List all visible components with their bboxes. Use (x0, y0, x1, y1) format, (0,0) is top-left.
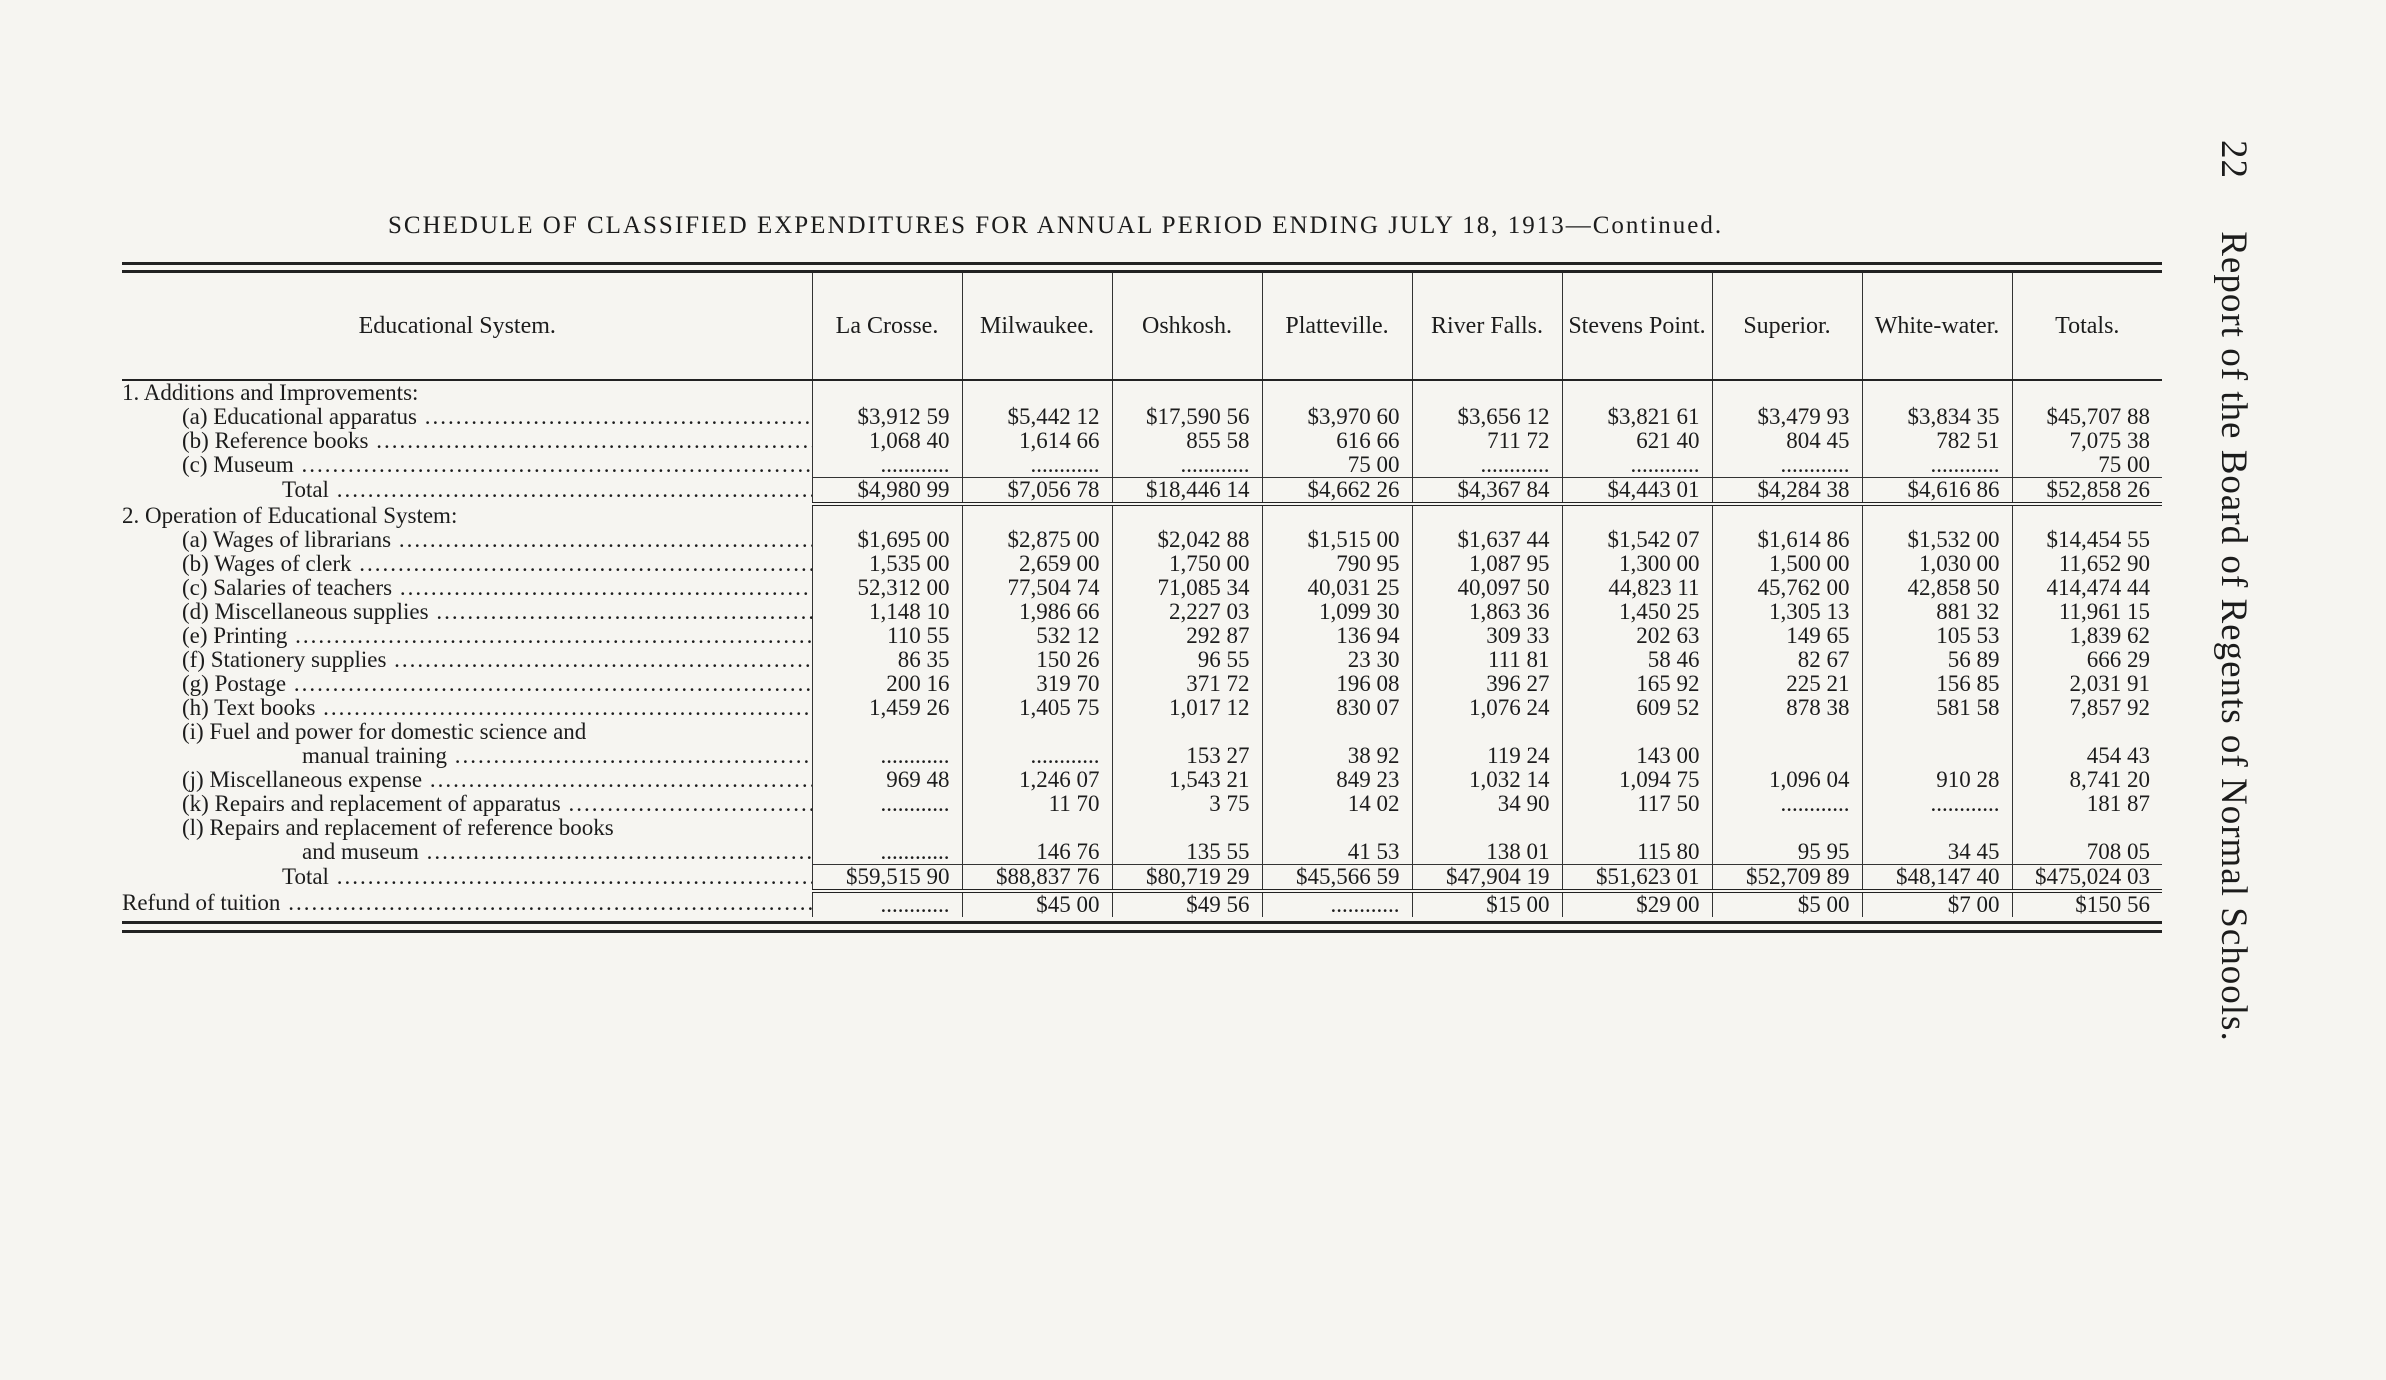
section2-row-7-cell-3: 830 07 (1262, 696, 1412, 720)
section1-heading-cell-4 (1412, 380, 1562, 405)
section1-heading-cell-6 (1712, 380, 1862, 405)
section2-row-11-label: (k) Repairs and replacement of apparatus ..... (122, 792, 812, 816)
header-la-crosse: La Crosse. (812, 273, 962, 380)
section2-row-6-cell-2: 371 72 (1112, 672, 1262, 696)
section1-heading-label-cell (122, 380, 812, 405)
section2-total-label-cell (122, 865, 812, 892)
header-totals: Totals. (2012, 273, 2162, 380)
section2-row-2-cell-8: 414,474 44 (2012, 576, 2162, 600)
section2-row-4-cell-5: 202 63 (1562, 624, 1712, 648)
page-number: 22 (2213, 140, 2254, 179)
section1-total-cell-2: $18,446 14 (1112, 478, 1262, 505)
section2-row-8-cell-6 (1712, 720, 1862, 744)
section2-row-4-cell-6: 149 65 (1712, 624, 1862, 648)
header-whitewater: White-water. (1862, 273, 2012, 380)
section2-row-5-cell-6: 82 67 (1712, 648, 1862, 672)
section2-row-1-label-cell (122, 552, 812, 576)
section1-row-1 (122, 429, 2162, 453)
refund-row-label-cell (122, 891, 812, 917)
section2-heading (122, 504, 2162, 528)
section2-row-5-label: (f) Stationery supplies ..... (122, 648, 812, 672)
section2-row-3-cell-7: 881 32 (1862, 600, 2012, 624)
section1-row-2-cell-3: 75 00 (1262, 453, 1412, 478)
refund-row-cell-3: ............ (1262, 891, 1412, 917)
section1-heading-cell-8 (2012, 380, 2162, 405)
header-platteville: Platteville. (1262, 273, 1412, 380)
section2-row-2 (122, 576, 2162, 600)
section1-total-cell-3: $4,662 26 (1262, 478, 1412, 505)
section2-heading-cell-2 (1112, 504, 1262, 528)
section1-row-2-cell-2: ............ (1112, 453, 1262, 478)
section2-row-2-cell-7: 42,858 50 (1862, 576, 2012, 600)
section2-row-8-label: (i) Fuel and power for domestic science and (182, 720, 587, 744)
section2-row-4-cell-4: 309 33 (1412, 624, 1562, 648)
header-river-falls: River Falls. (1412, 273, 1562, 380)
section1-heading-cell-0 (812, 380, 962, 405)
section2-total-cell-1: $88,837 76 (962, 865, 1112, 892)
section2-row-0 (122, 528, 2162, 552)
section1-total-cell-8: $52,858 26 (2012, 478, 2162, 505)
section1-row-1-cell-7: 782 51 (1862, 429, 2012, 453)
section2-row-13-label: and museum ..... (122, 840, 812, 864)
section1-row-2-cell-1: ............ (962, 453, 1112, 478)
section1-total (122, 478, 2162, 505)
section1-row-1-cell-3: 616 66 (1262, 429, 1412, 453)
section2-row-12-cell-5 (1562, 816, 1712, 840)
section2-row-9-cell-3: 38 92 (1262, 744, 1412, 768)
section2-row-3-cell-1: 1,986 66 (962, 600, 1112, 624)
section2-row-11-cell-0: ............ (812, 792, 962, 816)
section2-row-4 (122, 624, 2162, 648)
section2-heading-label-cell (122, 504, 812, 528)
section2-row-10-label-cell (122, 768, 812, 792)
header-superior: Superior. (1712, 273, 1862, 380)
section2-row-0-cell-0: $1,695 00 (812, 528, 962, 552)
section2-row-6-cell-0: 200 16 (812, 672, 962, 696)
section2-row-12-label-cell (122, 816, 812, 840)
section2-row-7-cell-8: 7,857 92 (2012, 696, 2162, 720)
section2-row-8-label-cell (122, 720, 812, 744)
section2-row-13-label-cell (122, 840, 812, 865)
section2-total-cell-3: $45,566 59 (1262, 865, 1412, 892)
section2-row-13-cell-7: 34 45 (1862, 840, 2012, 865)
section2-row-9-cell-2: 153 27 (1112, 744, 1262, 768)
section2-row-0-cell-5: $1,542 07 (1562, 528, 1712, 552)
section2-row-11-cell-2: 3 75 (1112, 792, 1262, 816)
section2-row-7-label-cell (122, 696, 812, 720)
refund-row-cell-8: $150 56 (2012, 891, 2162, 917)
section2-row-10-label: (j) Miscellaneous expense ..... (122, 768, 812, 792)
section1-row-2-cell-6: ............ (1712, 453, 1862, 478)
section2-row-13-cell-3: 41 53 (1262, 840, 1412, 865)
refund-row-cell-2: $49 56 (1112, 891, 1262, 917)
section1-heading-cell-7 (1862, 380, 2012, 405)
section2-row-1-cell-5: 1,300 00 (1562, 552, 1712, 576)
bottom-double-rule (122, 921, 2162, 933)
section2-row-13-cell-5: 115 80 (1562, 840, 1712, 865)
section1-row-2-label: (c) Museum ..... (122, 453, 812, 477)
section1-row-2-cell-4: ............ (1412, 453, 1562, 478)
section2-row-1 (122, 552, 2162, 576)
section2-row-0-label-cell (122, 528, 812, 552)
section2-row-0-cell-1: $2,875 00 (962, 528, 1112, 552)
section2-row-7-cell-5: 609 52 (1562, 696, 1712, 720)
section2-row-4-cell-7: 105 53 (1862, 624, 2012, 648)
section2-heading-cell-6 (1712, 504, 1862, 528)
section1-row-1-cell-2: 855 58 (1112, 429, 1262, 453)
section2-row-0-cell-8: $14,454 55 (2012, 528, 2162, 552)
header-row (122, 273, 2162, 380)
section2-row-3-cell-5: 1,450 25 (1562, 600, 1712, 624)
section1-row-0-cell-1: $5,442 12 (962, 405, 1112, 429)
section2-row-8-cell-1 (962, 720, 1112, 744)
section2-row-2-cell-2: 71,085 34 (1112, 576, 1262, 600)
section1-row-2 (122, 453, 2162, 478)
section1-row-1-cell-4: 711 72 (1412, 429, 1562, 453)
section2-row-11-cell-3: 14 02 (1262, 792, 1412, 816)
refund-row-cell-4: $15 00 (1412, 891, 1562, 917)
section2-row-6 (122, 672, 2162, 696)
section1-row-0-cell-4: $3,656 12 (1412, 405, 1562, 429)
section2-row-4-label-cell (122, 624, 812, 648)
section2-row-5-cell-3: 23 30 (1262, 648, 1412, 672)
section1-row-2-cell-5: ............ (1562, 453, 1712, 478)
section1-row-0-cell-7: $3,834 35 (1862, 405, 2012, 429)
section2-row-10 (122, 768, 2162, 792)
section2-row-6-cell-3: 196 08 (1262, 672, 1412, 696)
section2-row-12-cell-4 (1412, 816, 1562, 840)
section2-row-7-cell-6: 878 38 (1712, 696, 1862, 720)
page-title: SCHEDULE OF CLASSIFIED EXPENDITURES FOR ANNUAL PERIOD ENDING JULY 18, 1913—Continued. (388, 212, 1724, 239)
header-stevens-point: Stevens Point. (1562, 273, 1712, 380)
section2-row-12-cell-1 (962, 816, 1112, 840)
section2-row-7-cell-4: 1,076 24 (1412, 696, 1562, 720)
section2-row-5-cell-7: 56 89 (1862, 648, 2012, 672)
refund-row-cell-6: $5 00 (1712, 891, 1862, 917)
section1-row-0 (122, 405, 2162, 429)
section2-total-cell-6: $52,709 89 (1712, 865, 1862, 892)
section2-row-10-cell-7: 910 28 (1862, 768, 2012, 792)
section2-row-7-cell-1: 1,405 75 (962, 696, 1112, 720)
section1-total-cell-4: $4,367 84 (1412, 478, 1562, 505)
section2-row-4-cell-2: 292 87 (1112, 624, 1262, 648)
section2-row-6-label: (g) Postage ..... (122, 672, 812, 696)
running-head-text: Report of the Board of Regents of Normal Schools. (2213, 231, 2254, 1042)
table-body (122, 380, 2162, 917)
section2-total-label: Total ..... (122, 865, 812, 889)
expenditure-table (122, 273, 2162, 917)
section2-total-cell-4: $47,904 19 (1412, 865, 1562, 892)
section2-heading-cell-8 (2012, 504, 2162, 528)
section2-row-5 (122, 648, 2162, 672)
section2-row-5-cell-8: 666 29 (2012, 648, 2162, 672)
section2-row-4-cell-1: 532 12 (962, 624, 1112, 648)
header-oshkosh: Oshkosh. (1112, 273, 1262, 380)
section2-row-5-cell-1: 150 26 (962, 648, 1112, 672)
section2-row-9-cell-0: ............ (812, 744, 962, 768)
section1-heading-cell-3 (1262, 380, 1412, 405)
section2-row-10-cell-2: 1,543 21 (1112, 768, 1262, 792)
section1-row-1-label-cell (122, 429, 812, 453)
section2-row-11-cell-1: 11 70 (962, 792, 1112, 816)
section2-row-6-cell-4: 396 27 (1412, 672, 1562, 696)
section2-row-1-cell-4: 1,087 95 (1412, 552, 1562, 576)
section1-heading-cell-5 (1562, 380, 1712, 405)
section2-row-12 (122, 816, 2162, 840)
section2-row-6-cell-5: 165 92 (1562, 672, 1712, 696)
section2-row-6-cell-8: 2,031 91 (2012, 672, 2162, 696)
section2-row-9-cell-8: 454 43 (2012, 744, 2162, 768)
section2-row-7-cell-7: 581 58 (1862, 696, 2012, 720)
section2-total-cell-2: $80,719 29 (1112, 865, 1262, 892)
section1-row-1-cell-1: 1,614 66 (962, 429, 1112, 453)
section2-row-9-cell-1: ............ (962, 744, 1112, 768)
section2-row-8 (122, 720, 2162, 744)
section2-row-11 (122, 792, 2162, 816)
section2-row-7-cell-0: 1,459 26 (812, 696, 962, 720)
section2-row-6-cell-6: 225 21 (1712, 672, 1862, 696)
section2-row-2-cell-0: 52,312 00 (812, 576, 962, 600)
section2-row-11-cell-4: 34 90 (1412, 792, 1562, 816)
section2-row-5-label-cell (122, 648, 812, 672)
section2-row-4-cell-0: 110 55 (812, 624, 962, 648)
section2-row-3 (122, 600, 2162, 624)
section2-total-cell-7: $48,147 40 (1862, 865, 2012, 892)
section2-heading-label: 2. Operation of Educational System: (122, 504, 458, 528)
section1-total-label-cell (122, 478, 812, 505)
section2-heading-cell-7 (1862, 504, 2012, 528)
section1-row-0-label: (a) Educational apparatus ..... (122, 405, 812, 429)
section1-row-0-cell-0: $3,912 59 (812, 405, 962, 429)
section2-row-8-cell-4 (1412, 720, 1562, 744)
section1-row-2-label-cell (122, 453, 812, 478)
section2-row-2-label: (c) Salaries of teachers ..... (122, 576, 812, 600)
section2-row-10-cell-8: 8,741 20 (2012, 768, 2162, 792)
expenditure-table-container (122, 262, 2162, 933)
section2-row-12-cell-2 (1112, 816, 1262, 840)
section1-row-1-cell-0: 1,068 40 (812, 429, 962, 453)
section2-row-5-cell-2: 96 55 (1112, 648, 1262, 672)
section2-total (122, 865, 2162, 892)
section1-row-0-cell-8: $45,707 88 (2012, 405, 2162, 429)
section2-row-11-cell-5: 117 50 (1562, 792, 1712, 816)
section1-row-1-label: (b) Reference books ..... (122, 429, 812, 453)
section2-row-13 (122, 840, 2162, 865)
section2-total-cell-8: $475,024 03 (2012, 865, 2162, 892)
header-educational-system: Educational System. (122, 273, 812, 380)
section2-row-0-cell-2: $2,042 88 (1112, 528, 1262, 552)
section2-row-10-cell-3: 849 23 (1262, 768, 1412, 792)
section2-row-11-label-cell (122, 792, 812, 816)
section2-row-3-cell-3: 1,099 30 (1262, 600, 1412, 624)
section2-row-8-cell-5 (1562, 720, 1712, 744)
section2-row-5-cell-4: 111 81 (1412, 648, 1562, 672)
section2-row-3-cell-2: 2,227 03 (1112, 600, 1262, 624)
section2-row-12-cell-8 (2012, 816, 2162, 840)
section2-row-3-cell-4: 1,863 36 (1412, 600, 1562, 624)
section1-heading-label: 1. Additions and Improvements: (122, 380, 419, 405)
section2-row-3-label: (d) Miscellaneous supplies ..... (122, 600, 812, 624)
section2-row-13-cell-1: 146 76 (962, 840, 1112, 865)
section2-row-2-cell-1: 77,504 74 (962, 576, 1112, 600)
section1-heading-cell-2 (1112, 380, 1262, 405)
section2-row-2-label-cell (122, 576, 812, 600)
section2-heading-cell-4 (1412, 504, 1562, 528)
section2-total-cell-5: $51,623 01 (1562, 865, 1712, 892)
section2-row-5-cell-5: 58 46 (1562, 648, 1712, 672)
section1-heading-cell-1 (962, 380, 1112, 405)
section2-row-12-cell-6 (1712, 816, 1862, 840)
section1-row-0-cell-6: $3,479 93 (1712, 405, 1862, 429)
section2-row-1-cell-0: 1,535 00 (812, 552, 962, 576)
section2-row-12-cell-3 (1262, 816, 1412, 840)
section2-row-10-cell-6: 1,096 04 (1712, 768, 1862, 792)
section2-row-3-label-cell (122, 600, 812, 624)
section2-row-0-cell-7: $1,532 00 (1862, 528, 2012, 552)
section2-row-6-cell-7: 156 85 (1862, 672, 2012, 696)
section2-row-0-cell-4: $1,637 44 (1412, 528, 1562, 552)
section1-heading (122, 380, 2162, 405)
section2-row-0-cell-3: $1,515 00 (1262, 528, 1412, 552)
section2-row-10-cell-0: 969 48 (812, 768, 962, 792)
section2-row-3-cell-6: 1,305 13 (1712, 600, 1862, 624)
section2-row-1-cell-3: 790 95 (1262, 552, 1412, 576)
section2-row-4-cell-3: 136 94 (1262, 624, 1412, 648)
section2-row-13-cell-8: 708 05 (2012, 840, 2162, 865)
section2-row-12-cell-7 (1862, 816, 2012, 840)
section2-row-7-label: (h) Text books ..... (122, 696, 812, 720)
section1-row-0-label-cell (122, 405, 812, 429)
refund-row (122, 891, 2162, 917)
section2-row-10-cell-4: 1,032 14 (1412, 768, 1562, 792)
section1-row-0-cell-3: $3,970 60 (1262, 405, 1412, 429)
section2-row-1-cell-6: 1,500 00 (1712, 552, 1862, 576)
refund-row-cell-5: $29 00 (1562, 891, 1712, 917)
section1-row-1-cell-6: 804 45 (1712, 429, 1862, 453)
section1-row-2-cell-8: 75 00 (2012, 453, 2162, 478)
section2-row-9-cell-5: 143 00 (1562, 744, 1712, 768)
section2-heading-cell-3 (1262, 504, 1412, 528)
running-head (2212, 140, 2255, 1042)
section1-total-cell-7: $4,616 86 (1862, 478, 2012, 505)
section2-row-1-cell-7: 1,030 00 (1862, 552, 2012, 576)
section2-row-9-cell-4: 119 24 (1412, 744, 1562, 768)
section2-row-13-cell-4: 138 01 (1412, 840, 1562, 865)
refund-row-cell-7: $7 00 (1862, 891, 2012, 917)
section1-total-cell-5: $4,443 01 (1562, 478, 1712, 505)
section2-row-0-label: (a) Wages of librarians ..... (122, 528, 812, 552)
section2-row-0-cell-6: $1,614 86 (1712, 528, 1862, 552)
top-double-rule (122, 262, 2162, 273)
section2-heading-cell-1 (962, 504, 1112, 528)
section1-total-cell-6: $4,284 38 (1712, 478, 1862, 505)
section2-row-3-cell-8: 11,961 15 (2012, 600, 2162, 624)
section2-row-3-cell-0: 1,148 10 (812, 600, 962, 624)
section1-total-cell-1: $7,056 78 (962, 478, 1112, 505)
section2-row-11-cell-7: ............ (1862, 792, 2012, 816)
section2-heading-cell-5 (1562, 504, 1712, 528)
section2-row-9-label-cell (122, 744, 812, 768)
section1-row-1-cell-5: 621 40 (1562, 429, 1712, 453)
section2-row-12-cell-0 (812, 816, 962, 840)
section1-total-label: Total ..... (122, 478, 812, 502)
section2-row-8-cell-2 (1112, 720, 1262, 744)
section2-row-8-cell-7 (1862, 720, 2012, 744)
section2-row-1-cell-2: 1,750 00 (1112, 552, 1262, 576)
section2-row-13-cell-6: 95 95 (1712, 840, 1862, 865)
section2-row-12-label: (l) Repairs and replacement of reference books (182, 816, 614, 840)
section2-row-1-label: (b) Wages of clerk ..... (122, 552, 812, 576)
section2-row-6-label-cell (122, 672, 812, 696)
section2-row-4-cell-8: 1,839 62 (2012, 624, 2162, 648)
section2-row-2-cell-3: 40,031 25 (1262, 576, 1412, 600)
section2-row-9-cell-6 (1712, 744, 1862, 768)
section2-row-2-cell-5: 44,823 11 (1562, 576, 1712, 600)
section1-total-cell-0: $4,980 99 (812, 478, 962, 505)
section2-row-2-cell-4: 40,097 50 (1412, 576, 1562, 600)
section1-row-0-cell-5: $3,821 61 (1562, 405, 1712, 429)
section2-row-13-cell-2: 135 55 (1112, 840, 1262, 865)
section2-row-9-cell-7 (1862, 744, 2012, 768)
refund-row-label: Refund of tuition ..... (122, 891, 812, 915)
section2-row-1-cell-8: 11,652 90 (2012, 552, 2162, 576)
section2-row-1-cell-1: 2,659 00 (962, 552, 1112, 576)
section2-row-4-label: (e) Printing ..... (122, 624, 812, 648)
refund-row-cell-1: $45 00 (962, 891, 1112, 917)
section2-row-11-cell-8: 181 87 (2012, 792, 2162, 816)
section2-row-9-label: manual training ..... (122, 744, 812, 768)
section2-heading-cell-0 (812, 504, 962, 528)
section2-row-7-cell-2: 1,017 12 (1112, 696, 1262, 720)
section2-row-10-cell-1: 1,246 07 (962, 768, 1112, 792)
section2-row-9 (122, 744, 2162, 768)
section1-row-2-cell-0: ............ (812, 453, 962, 478)
section2-row-6-cell-1: 319 70 (962, 672, 1112, 696)
section2-row-8-cell-3 (1262, 720, 1412, 744)
section2-row-8-cell-8 (2012, 720, 2162, 744)
section1-row-0-cell-2: $17,590 56 (1112, 405, 1262, 429)
section2-row-7 (122, 696, 2162, 720)
section2-row-2-cell-6: 45,762 00 (1712, 576, 1862, 600)
section2-row-13-cell-0: ............ (812, 840, 962, 865)
refund-row-cell-0: ............ (812, 891, 962, 917)
section1-row-2-cell-7: ............ (1862, 453, 2012, 478)
header-milwaukee: Milwaukee. (962, 273, 1112, 380)
section2-row-8-cell-0 (812, 720, 962, 744)
section2-row-5-cell-0: 86 35 (812, 648, 962, 672)
section2-row-11-cell-6: ............ (1712, 792, 1862, 816)
section2-row-10-cell-5: 1,094 75 (1562, 768, 1712, 792)
section2-total-cell-0: $59,515 90 (812, 865, 962, 892)
section1-row-1-cell-8: 7,075 38 (2012, 429, 2162, 453)
